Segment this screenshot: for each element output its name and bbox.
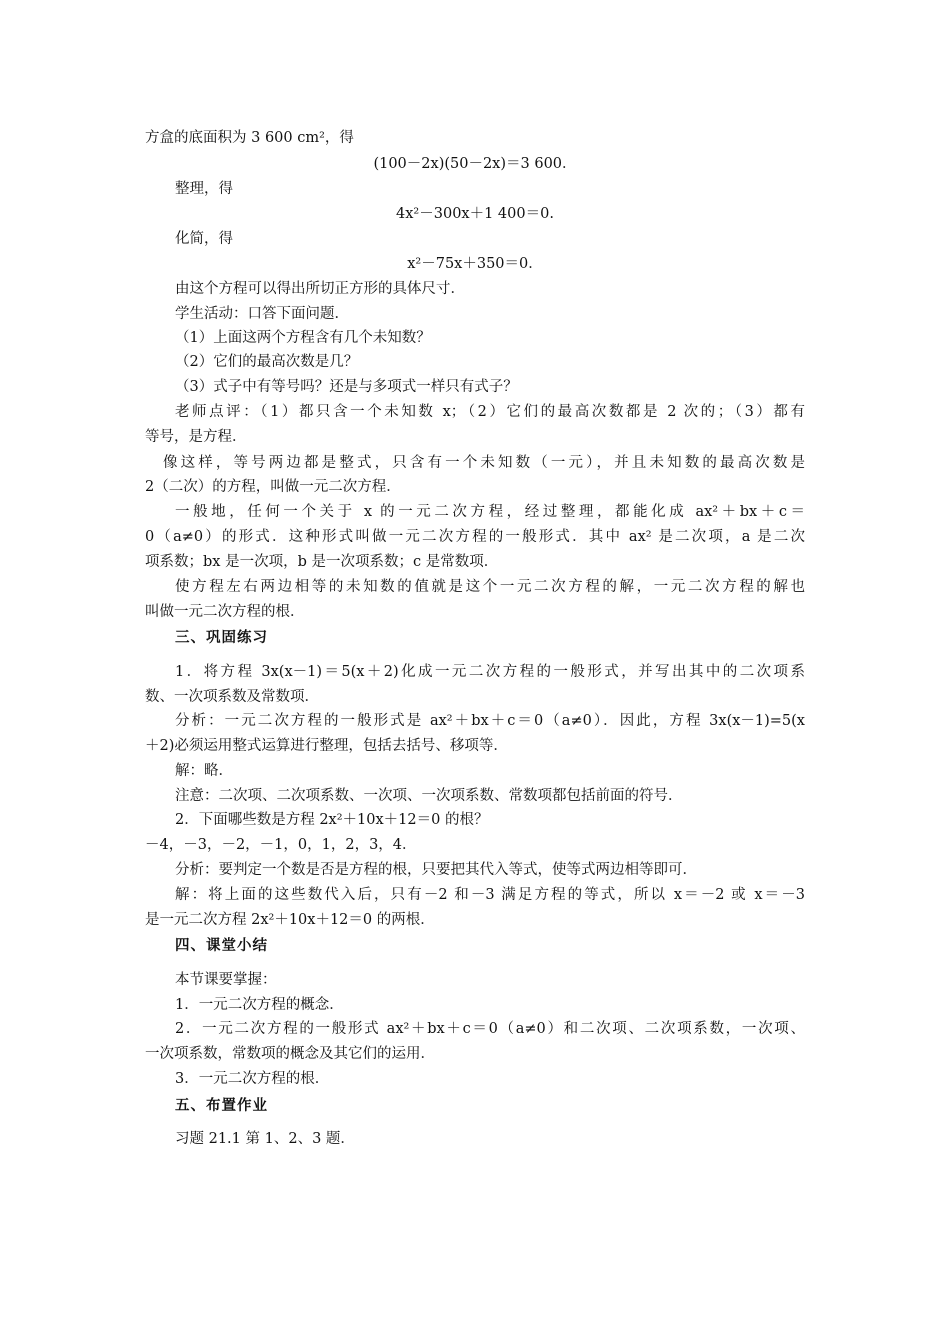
text-line: 学生活动：口答下面问题． (175, 306, 349, 322)
text-line: 叫做一元二次方程的根． (145, 604, 305, 620)
text-line: （2）它们的最高次数是几？ (175, 354, 359, 370)
equation-line: 4x²－300x＋1 400＝0. (396, 206, 554, 222)
text-line: 解：将上面的这些数代入后，只有－2 和－3 满足方程的等式，所以 x＝－2 或 x＝－3 (175, 887, 805, 903)
text-line: 像这样，等号两边都是整式，只含有一个未知数（一元），并且未知数的最高次数是 (163, 455, 805, 471)
text-line: 整理，得 (175, 181, 233, 197)
text-line: 习题 21.1 第 1、2、3 题． (175, 1131, 355, 1147)
text-line: （1）上面这两个方程含有几个未知数？ (175, 330, 431, 346)
text-line: 分析：要判定一个数是否是方程的根，只要把其代入等式，使等式两边相等即可． (175, 862, 697, 878)
section-heading: 四、课堂小结 (175, 937, 268, 954)
text-line: 使方程左右两边相等的未知数的值就是这个一元二次方程的解，一元二次方程的解也 (175, 579, 805, 595)
text-line: 2．一元二次方程的一般形式 ax²＋bx＋c＝0（a≠0）和二次项、二次项系数，一次项、 (175, 1021, 805, 1037)
text-line: 项系数；bx 是一次项，b 是一次项系数；c 是常数项． (145, 554, 499, 570)
text-line: 1．将方程 3x(x－1)＝5(x＋2)化成一元二次方程的一般形式，并写出其中的二次项系 (175, 664, 805, 680)
text-line: 解：略． (175, 763, 233, 779)
text-line: 本节课要掌握： (175, 972, 277, 988)
text-line: 分析：一元二次方程的一般形式是 ax²＋bx＋c＝0（a≠0）．因此，方程 3x(x－1)=5(x (175, 713, 805, 729)
text-line: ＋2)必须运用整式运算进行整理，包括去括号、移项等． (145, 738, 508, 754)
text-line: 由这个方程可以得出所切正方形的具体尺寸． (175, 281, 465, 297)
text-line: 1．一元二次方程的概念． (175, 997, 344, 1013)
text-line: 2．下面哪些数是方程 2x²＋10x＋12＝0 的根？ (175, 812, 489, 828)
section-heading: 三、巩固练习 (175, 629, 268, 646)
text-line: （3）式子中有等号吗？还是与多项式一样只有式子？ (175, 379, 518, 395)
text-line: 化简，得 (175, 231, 233, 247)
equation-line: (100－2x)(50－2x)＝3 600． (373, 156, 577, 172)
equation-line: x²－75x＋350＝0． (407, 256, 543, 272)
text-line: 一次项系数，常数项的概念及其它们的运用． (145, 1046, 435, 1062)
text-line: 是一元二次方程 2x²＋10x＋12＝0 的两根． (145, 912, 435, 928)
text-line: 注意：二次项、二次项系数、一次项、一次项系数、常数项都包括前面的符号． (175, 788, 683, 804)
text-line: －4，－3，－2，－1，0，1，2，3，4． (145, 837, 417, 853)
text-line: 2（二次）的方程，叫做一元二次方程． (145, 479, 401, 495)
text-line: 一般地，任何一个关于 x 的一元二次方程，经过整理，都能化成 ax²＋bx＋c＝ (175, 504, 805, 520)
text-line: 0（a≠0）的形式．这种形式叫做一元二次方程的一般形式．其中 ax² 是二次项，a 是二次 (145, 529, 805, 545)
text-line: 老师点评：（1）都只含一个未知数 x；（2）它们的最高次数都是 2 次的；（3）都有 (175, 404, 805, 420)
text-line: 3．一元二次方程的根． (175, 1071, 330, 1087)
text-line: 方盒的底面积为 3 600 cm²，得 (145, 130, 354, 146)
text-line: 等号，是方程． (145, 429, 247, 445)
text-line: 数、一次项系数及常数项． (145, 689, 319, 705)
section-heading: 五、布置作业 (175, 1097, 268, 1114)
